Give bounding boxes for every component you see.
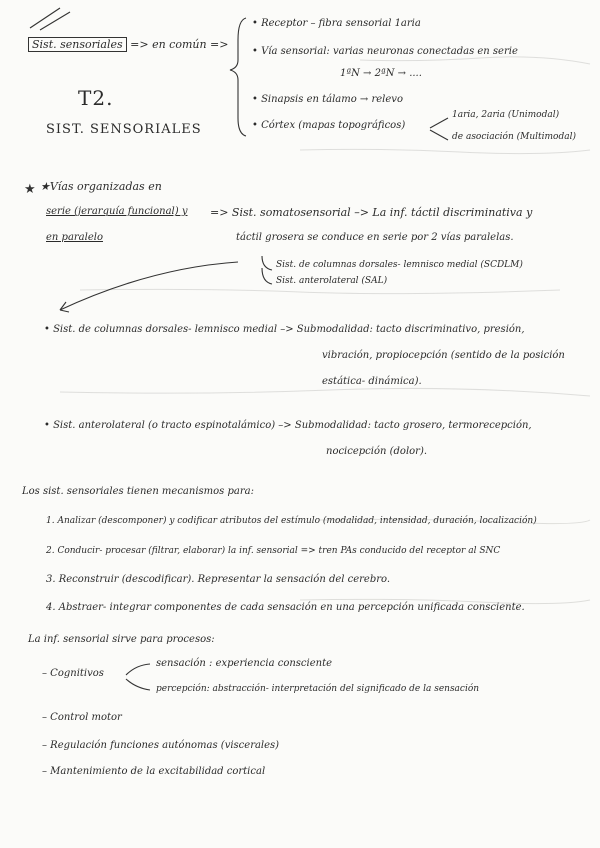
somatosensory-cont: táctil grosera se conduce en serie por 2 vías paralelas. [236, 232, 514, 243]
system-sal-line-2: nocicepción (dolor). [326, 446, 428, 457]
topic-suffix: => en común => [130, 38, 229, 51]
cortex-branch-unimodal: 1aria, 2aria (Unimodal) [452, 110, 560, 120]
mechanism-item-2: 2. Conducir- procesar (filtrar, elaborar) la inf. sensorial => tren PAs conducido del receptor al SNC [46, 546, 501, 556]
branch-hook [262, 256, 272, 270]
system-scdlm-line-3: estática- dinámica). [322, 376, 422, 387]
branch-up [126, 664, 150, 675]
common-item-via: • Vía sensorial: varias neuronas conectadas en serie [252, 46, 518, 57]
cortex-branch-multimodal: de asociación (Multimodal) [452, 132, 576, 142]
system-sal-line-1: • Sist. anterolateral (o tracto espinotalámico) –> Submodalidad: tacto grosero, termorecepción, [44, 420, 532, 431]
mechanisms-heading: Los sist. sensoriales tienen mecanismos para: [22, 486, 254, 497]
branch-sal: Sist. anterolateral (SAL) [276, 276, 388, 286]
somatosensory-line: => Sist. somatosensorial –> La inf. táctil discriminativa y [210, 206, 533, 219]
process-mantenimiento: – Mantenimiento de la excitabilidad cortical [42, 766, 266, 777]
star-icon: ★ [24, 182, 36, 197]
common-item-cortex: • Córtex (mapas topográficos) [252, 120, 406, 131]
system-scdlm-line-1: • Sist. de columnas dorsales- lemnisco medial –> Submodalidad: tacto discriminativo, presión, [44, 324, 525, 335]
corner-slash-mark-2 [40, 12, 70, 30]
common-item-receptor: • Receptor – fibra sensorial 1aria [252, 18, 421, 29]
mechanism-item-1: 1. Analizar (descomponer) y codificar atributos del estímulo (modalidad, intensidad, duración, localización) [46, 516, 537, 526]
process-cognitivos: – Cognitivos [42, 668, 104, 679]
process-control-motor: – Control motor [42, 712, 122, 723]
vias-intro-2: serie (jerarquía funcional) y [46, 206, 188, 217]
topic-box: Sist. sensoriales [28, 37, 127, 52]
topic-line [28, 38, 228, 51]
common-item-chain: 1ªN → 2ªN → .... [340, 68, 422, 79]
cognitivos-sensacion: sensación : experiencia consciente [156, 658, 333, 669]
process-regulacion: – Regulación funciones autónomas (viscerales) [42, 740, 280, 751]
vias-intro-1: ★Vías organizadas en [40, 180, 162, 193]
page-title: T2. [78, 86, 114, 110]
page-subtitle: SIST. SENSORIALES [46, 122, 202, 137]
branch-arrow-up [430, 118, 448, 128]
mechanism-item-3: 3. Reconstruir (descodificar). Representar la sensación del cerebro. [46, 574, 391, 585]
corner-slash-mark [30, 8, 60, 28]
common-item-sinapsis: • Sinapsis en tálamo → relevo [252, 94, 403, 105]
cognitivos-percepcion: percepción: abstracción- interpretación del significado de la sensación [156, 684, 480, 694]
curly-brace [230, 18, 246, 136]
branch-scdlm: Sist. de columnas dorsales- lemnisco medial (SCDLM) [276, 260, 523, 270]
branch-down [126, 679, 150, 690]
vias-intro-3: en paralelo [46, 232, 103, 243]
mechanism-item-4: 4. Abstraer- integrar componentes de cada sensación en una percepción unificada consciente. [46, 602, 525, 613]
system-scdlm-line-2: vibración, propiocepción (sentido de la posición [322, 350, 565, 361]
curved-arrow [60, 262, 238, 310]
branch-arrow-down [430, 130, 448, 140]
branch-hook-2 [262, 268, 272, 284]
processes-heading: La inf. sensorial sirve para procesos: [28, 634, 215, 645]
